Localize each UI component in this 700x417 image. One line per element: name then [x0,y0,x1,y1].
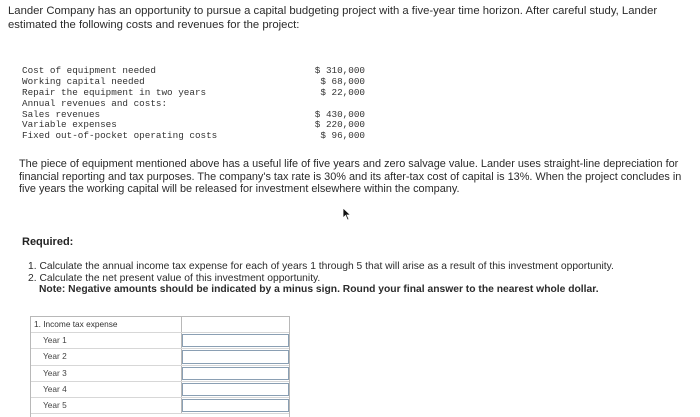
year-3-input[interactable] [182,367,289,380]
cost-label: Variable expenses [22,119,117,131]
cost-revenue-table [22,66,367,142]
cost-label: Annual revenues and costs: [22,97,168,109]
required-item: 1. Calculate the annual income tax expense for each of years 1 through 5 that will arise as a result of this investment opportunity. [28,261,614,272]
table-header-blank [181,317,289,332]
year-label: Year 5 [43,399,67,410]
cost-label: Fixed out-of-pocket operating costs [22,130,218,142]
cost-label: Sales revenues [22,108,101,120]
cost-value: $ 22,000 [320,86,365,98]
cost-value: $ 220,000 [314,119,365,131]
problem-intro: Lander Company has an opportunity to pursue a capital budgeting project with a five-year time horizon. After careful study, Lander estimated the following costs and revenues for the project: [8,5,658,31]
year-5-input[interactable] [182,399,289,412]
year-3-input-cell[interactable] [181,366,289,381]
table-row [31,333,289,349]
table-row [31,349,289,365]
cost-label: Working capital needed [22,75,145,87]
required-heading: Required: [22,236,74,248]
year-label: Year 4 [43,383,67,394]
cost-label: Cost of equipment needed [22,65,156,76]
year-label: Year 1 [43,335,67,346]
table-row [31,382,289,398]
cost-row [22,131,367,142]
cost-value: $ 310,000 [314,65,365,76]
year-2-input[interactable] [182,350,289,363]
cost-value: $ 430,000 [314,108,365,120]
cost-value: $ 96,000 [320,130,365,142]
year-1-input-cell[interactable] [181,333,289,348]
mouse-cursor-icon [342,207,354,221]
table-header-row [31,317,289,333]
year-4-input[interactable] [182,383,289,396]
year-1-input[interactable] [182,334,289,347]
problem-description: The piece of equipment mentioned above has a useful life of five years and zero salvage value. Lander uses straight-line depreciation for financial reporting and tax purposes. The company's tax rate is 30% and its after-tax cost of capital is 13%. When the project concludes in five years the working capital will be released for investment elsewhere within the company. [19,158,682,196]
cost-label: Repair the equipment in two years [22,86,207,98]
required-list [28,261,678,296]
table-row [31,366,289,382]
required-item: 2. Calculate the net present value of this investment opportunity. [28,272,321,284]
cost-value: $ 68,000 [320,75,365,87]
table-header-label: 1. Income tax expense [34,319,118,329]
year-label: Year 3 [43,367,67,378]
year-2-input-cell[interactable] [181,349,289,364]
year-5-input-cell[interactable] [181,398,289,413]
rounding-note: Note: Negative amounts should be indicated by a minus sign. Round your final answer to the nearest whole dollar. [39,284,599,296]
year-4-input-cell[interactable] [181,382,289,397]
cost-row [22,99,367,110]
year-label: Year 2 [43,351,67,362]
income-tax-answer-table [30,316,290,417]
table-row [31,398,289,414]
